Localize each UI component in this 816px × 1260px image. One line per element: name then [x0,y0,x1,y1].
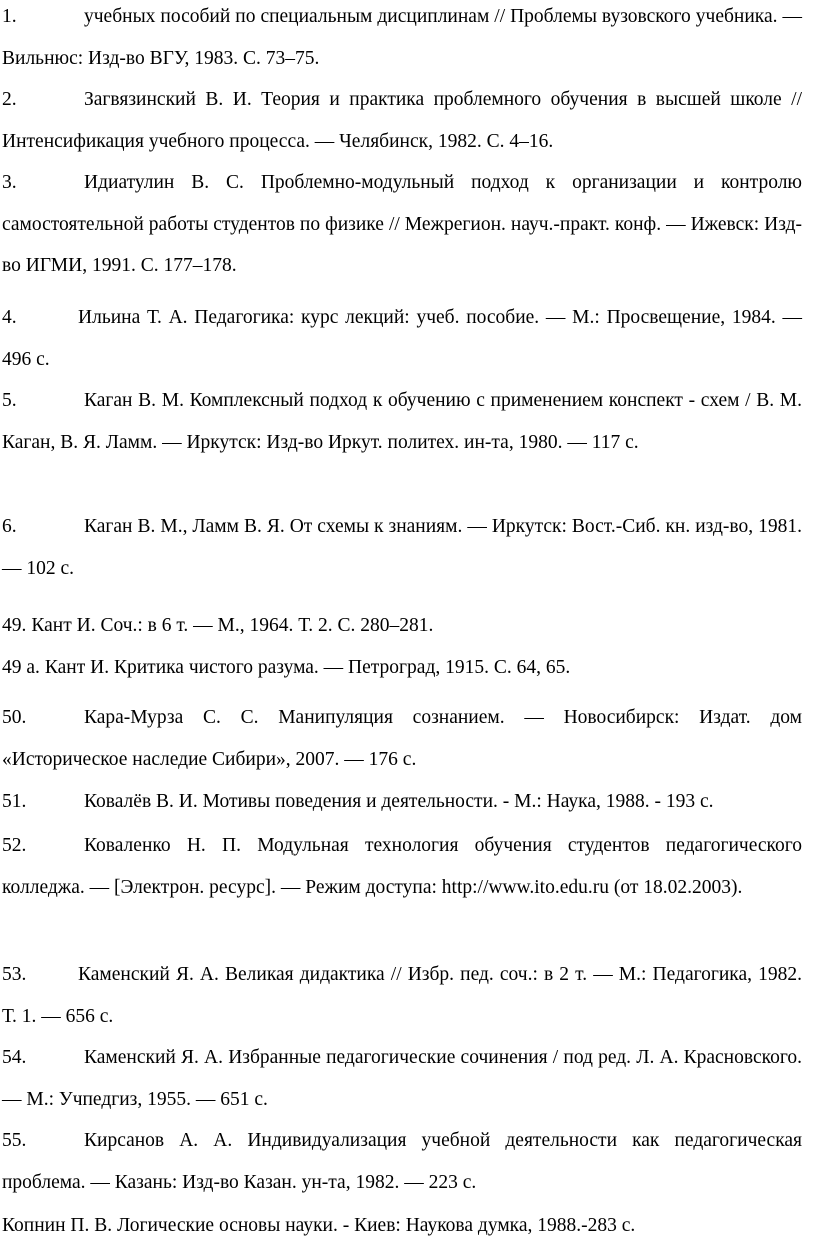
entry-text: Каган В. М., Ламм В. Я. От схемы к знаниям. — Иркутск: Вост.-Сиб. кн. изд-во, 1981. — 102 с. [2,516,802,579]
entry-number: 2. [2,89,17,110]
entry-number: 4. [2,307,17,328]
reference-entry-49a [2,647,802,689]
entry-number: 49 а. [2,657,40,678]
entry-text: Каменский Я. А. Великая дидактика // Избр. пед. соч.: в 2 т. — М.: Педагогика, 1982. Т. 1. — 656 с. [2,964,802,1027]
entry-text: Кант И. Критика чистого разума. — Петроград, 1915. С. 64, 65. [44,657,571,678]
entry-number: 54. [2,1047,27,1068]
reference-entry-49 [2,605,802,647]
reference-entry-52 [2,825,802,908]
reference-entry-3 [2,162,802,287]
entry-text: Коваленко Н. П. Модульная технология обучения студентов педагогического колледжа. — [Электрон. ресурс]. — Режим доступа: http://www.ito.edu.ru (от 18.02.2003). [2,835,802,898]
entry-text: Каган В. М. Комплексный подход к обучению с применением конспект - схем / В. М. Каган, В. Я. Ламм. — Иркутск: Изд-во Иркут. политех. ин-та, 1980. — 117 с. [2,390,802,453]
reference-entry-55 [2,1120,802,1203]
entry-text: Ильина Т. А. Педагогика: курс лекций: учеб. пособие. — М.: Просвещение, 1984. — 496 с. [2,307,802,370]
entry-number: 1. [2,6,17,27]
reference-entry-50 [2,697,802,780]
entry-number: 51. [2,791,27,812]
entry-text: Кант И. Соч.: в 6 т. — М., 1964. Т. 2. С. 280–281. [31,615,434,636]
reference-entry-51 [2,781,802,823]
entry-number: 6. [2,516,17,537]
reference-entry-1 [2,0,802,79]
entry-text: Каменский Я. А. Избранные педагогические сочинения / под ред. Л. А. Красновского. — М.: Учпедгиз, 1955. — 651 с. [2,1047,802,1110]
reference-entry-53 [2,954,802,1037]
entry-text: Кирсанов А. А. Индивидуализация учебной деятельности как педагогическая проблема. — Казань: Изд-во Казан. ун-та, 1982. — 223 с. [2,1130,802,1193]
entry-number: 49. [2,615,27,636]
entry-text: Кара-Мурза С. С. Манипуляция сознанием. — Новосибирск: Издат. дом «Историческое наследие Сибири», 2007. — 176 с. [2,707,802,770]
entry-text: Ковалёв В. И. Мотивы поведения и деятельности. - М.: Наука, 1988. - 193 с. [84,791,714,812]
entry-text: Копнин П. В. Логические основы науки. - Киев: Наукова думка, 1988.-283 с. [2,1215,636,1236]
reference-entry-6 [2,506,802,589]
entry-text: Загвязинский В. И. Теория и практика проблемного обучения в высшей школе // Интенсификация учебного процесса. — Челябинск, 1982. С. 4–16. [2,89,802,152]
entry-text: Идиатулин В. С. Проблемно-модульный подход к организации и контролю самостоятельной работы студентов по физике // Межрегион. науч.-практ. конф. — Ижевск: Изд-во ИГМИ, 1991. С. 177–178. [2,172,802,276]
reference-entry-kopnin [2,1205,802,1247]
reference-entry-2 [2,79,802,162]
reference-entry-5 [2,380,802,463]
entry-number: 53. [2,964,27,985]
reference-entry-54 [2,1037,802,1120]
reference-entry-4 [2,297,802,380]
entry-number: 52. [2,835,27,856]
entry-number: 50. [2,707,27,728]
entry-number: 5. [2,390,17,411]
entry-number: 55. [2,1130,27,1151]
entry-number: 3. [2,172,17,193]
entry-text: учебных пособий по специальным дисциплинам // Проблемы вузовского учебника. — Вильнюс: Изд-во ВГУ, 1983. С. 73–75. [2,6,802,69]
